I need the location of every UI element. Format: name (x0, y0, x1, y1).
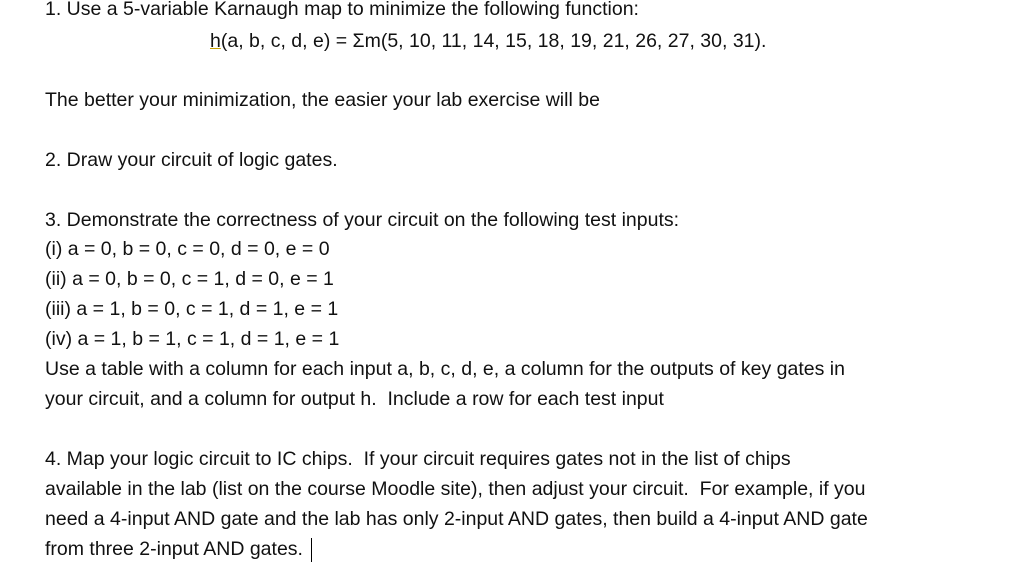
question-4-line-2: available in the lab (list on the course Moodle site), then adjust your circuit. For example, if you (45, 478, 866, 500)
function-formula (210, 29, 766, 53)
question-2-text: 2. Draw your circuit of logic gates. (45, 149, 338, 171)
question-4-line-4-text: from three 2-input AND gates. (45, 538, 303, 560)
minimization-note: The better your minimization, the easier your lab exercise will be (45, 89, 600, 111)
question-4-line-3: need a 4-input AND gate and the lab has only 2-input AND gates, then build a 4-input AND gate (45, 508, 868, 530)
function-minterms: (a, b, c, d, e) = Σm(5, 10, 11, 14, 15, 18, 19, 21, 26, 27, 30, 31). (220, 30, 767, 52)
question-4-line-4 (45, 537, 312, 562)
table-instruction-line-2: your circuit, and a column for output h. Include a row for each test input (45, 388, 664, 410)
text-cursor (311, 538, 312, 562)
test-input-i: (i) a = 0, b = 0, c = 0, d = 0, e = 0 (45, 238, 330, 260)
test-input-iii: (iii) a = 1, b = 0, c = 1, d = 1, e = 1 (45, 298, 339, 320)
question-1-text: 1. Use a 5-variable Karnaugh map to minimize the following function: (45, 0, 639, 20)
test-input-ii: (ii) a = 0, b = 0, c = 1, d = 0, e = 1 (45, 268, 334, 290)
test-input-iv: (iv) a = 1, b = 1, c = 1, d = 1, e = 1 (45, 328, 340, 350)
question-4-line-1: 4. Map your logic circuit to IC chips. If your circuit requires gates not in the list of chips (45, 448, 791, 470)
function-name: h (210, 30, 221, 52)
question-3-text: 3. Demonstrate the correctness of your circuit on the following test inputs: (45, 209, 680, 231)
table-instruction-line-1: Use a table with a column for each input a, b, c, d, e, a column for the outputs of key gates in (45, 358, 845, 380)
